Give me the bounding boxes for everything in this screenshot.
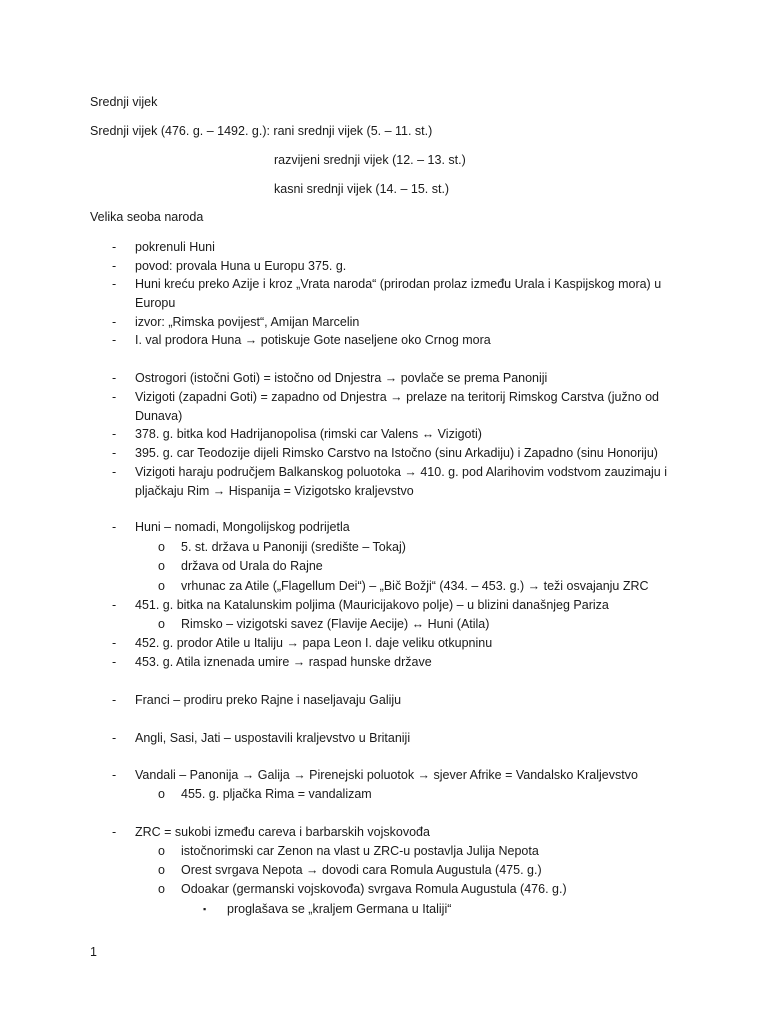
- list-item-text: Vizigoti haraju područjem Balkanskog poluotoka → 410. g. pod Alarihovim vodstvom zauzimaju i: [135, 465, 668, 479]
- circle-bullet: o: [158, 617, 165, 631]
- dash-bullet: -: [112, 731, 117, 745]
- list-item-text: Ostrogori (istočni Goti) = istočno od Dnjestra → povlače se prema Panoniji: [135, 371, 548, 385]
- circle-bullet: o: [158, 579, 165, 593]
- page-number: 1: [90, 945, 97, 959]
- list-item-continuation: Dunava): [135, 409, 183, 423]
- list-item-continuation: pljačkaju Rim → Hispanija = Vizigotsko kraljevstvo: [135, 484, 414, 498]
- dash-bullet: -: [112, 825, 117, 839]
- dash-bullet: -: [112, 636, 117, 650]
- list-item-text: izvor: „Rimska povijest“, Amijan Marcelin: [135, 315, 360, 329]
- dash-bullet: -: [112, 520, 117, 534]
- sub-list-item-text: 5. st. država u Panoniji (središte – Tokaj): [181, 540, 406, 554]
- dash-bullet: -: [112, 768, 117, 782]
- circle-bullet: o: [158, 540, 165, 554]
- list-item-text: 395. g. car Teodozije dijeli Rimsko Carstvo na Istočno (sinu Arkadiju) i Zapadno (sinu Honoriju): [135, 446, 658, 460]
- dash-bullet: -: [112, 259, 117, 273]
- circle-bullet: o: [158, 559, 165, 573]
- sub-list-item-text: država od Urala do Rajne: [181, 559, 323, 573]
- dash-bullet: -: [112, 390, 117, 404]
- dash-bullet: -: [112, 446, 117, 460]
- sub-list-item-text: Odoakar (germanski vojskovođa) svrgava Romula Augustula (476. g.): [181, 882, 567, 896]
- list-item-text: 378. g. bitka kod Hadrijanopolisa (rimski car Valens ↔ Vizigoti): [135, 427, 482, 441]
- sub-list-item-text: istočnorimski car Zenon na vlast u ZRC-u postavlja Julija Nepota: [181, 844, 539, 858]
- circle-bullet: o: [158, 882, 165, 896]
- list-item-text: povod: provala Huna u Europu 375. g.: [135, 259, 347, 273]
- dash-bullet: -: [112, 240, 117, 254]
- dash-bullet: -: [112, 315, 117, 329]
- dash-bullet: -: [112, 693, 117, 707]
- list-item-text: ZRC = sukobi između careva i barbarskih vojskovođa: [135, 825, 430, 839]
- list-item-text: Angli, Sasi, Jati – uspostavili kraljevstvo u Britaniji: [135, 731, 411, 745]
- list-item-text: Vandali – Panonija → Galija → Pirenejski poluotok → sjever Afrike = Vandalsko Kraljevstvo: [135, 768, 638, 782]
- list-item-text: 453. g. Atila iznenada umire → raspad hunske države: [135, 655, 432, 669]
- list-item-text: Vizigoti (zapadni Goti) = zapadno od Dnjestra → prelaze na teritorij Rimskog Carstva (južno od: [135, 390, 659, 404]
- list-item-text: Huni kreću preko Azije i kroz „Vrata naroda“ (prirodan prolaz između Urala i Kaspijskog mora) u: [135, 277, 662, 291]
- list-item-text: Huni – nomadi, Mongolijskog podrijetla: [135, 520, 350, 534]
- document-title: Srednji vijek: [90, 95, 158, 109]
- sub-list-item-text: 455. g. pljačka Rima = vandalizam: [181, 787, 372, 801]
- list-item-text: 451. g. bitka na Katalunskim poljima (Mauricijakovo polje) – u blizini današnjeg Pariza: [135, 598, 609, 612]
- dash-bullet: -: [112, 465, 117, 479]
- circle-bullet: o: [158, 787, 165, 801]
- square-bullet: ▪: [203, 904, 207, 914]
- dash-bullet: -: [112, 277, 117, 291]
- section-heading: Velika seoba naroda: [90, 210, 204, 224]
- dash-bullet: -: [112, 333, 117, 347]
- sub-sub-list-item-text: proglašava se „kraljem Germana u Italiji“: [227, 902, 452, 916]
- sub-list-item-text: Rimsko – vizigotski savez (Flavije Aecije) ↔ Huni (Atila): [181, 617, 490, 631]
- period-line: kasni srednji vijek (14. – 15. st.): [274, 182, 450, 196]
- dash-bullet: -: [112, 371, 117, 385]
- list-item-text: Franci – prodiru preko Rajne i naseljavaju Galiju: [135, 693, 402, 707]
- dash-bullet: -: [112, 598, 117, 612]
- sub-list-item-text: vrhunac za Atile („Flagellum Dei“) – „Bič Božji“ (434. – 453. g.) → teži osvajanju ZRC: [181, 579, 649, 593]
- list-item-text: pokrenuli Huni: [135, 240, 215, 254]
- sub-list-item-text: Orest svrgava Nepota → dovodi cara Romula Augustula (475. g.): [181, 863, 542, 877]
- period-line: razvijeni srednji vijek (12. – 13. st.): [274, 153, 466, 167]
- dash-bullet: -: [112, 427, 117, 441]
- list-item-text: 452. g. prodor Atile u Italiju → papa Leon I. daje veliku otkupninu: [135, 636, 493, 650]
- list-item-text: I. val prodora Huna → potiskuje Gote naseljene oko Crnog mora: [135, 333, 491, 347]
- dash-bullet: -: [112, 655, 117, 669]
- circle-bullet: o: [158, 844, 165, 858]
- list-item-continuation: Europu: [135, 296, 176, 310]
- circle-bullet: o: [158, 863, 165, 877]
- period-line: Srednji vijek (476. g. – 1492. g.): rani srednji vijek (5. – 11. st.): [90, 124, 433, 138]
